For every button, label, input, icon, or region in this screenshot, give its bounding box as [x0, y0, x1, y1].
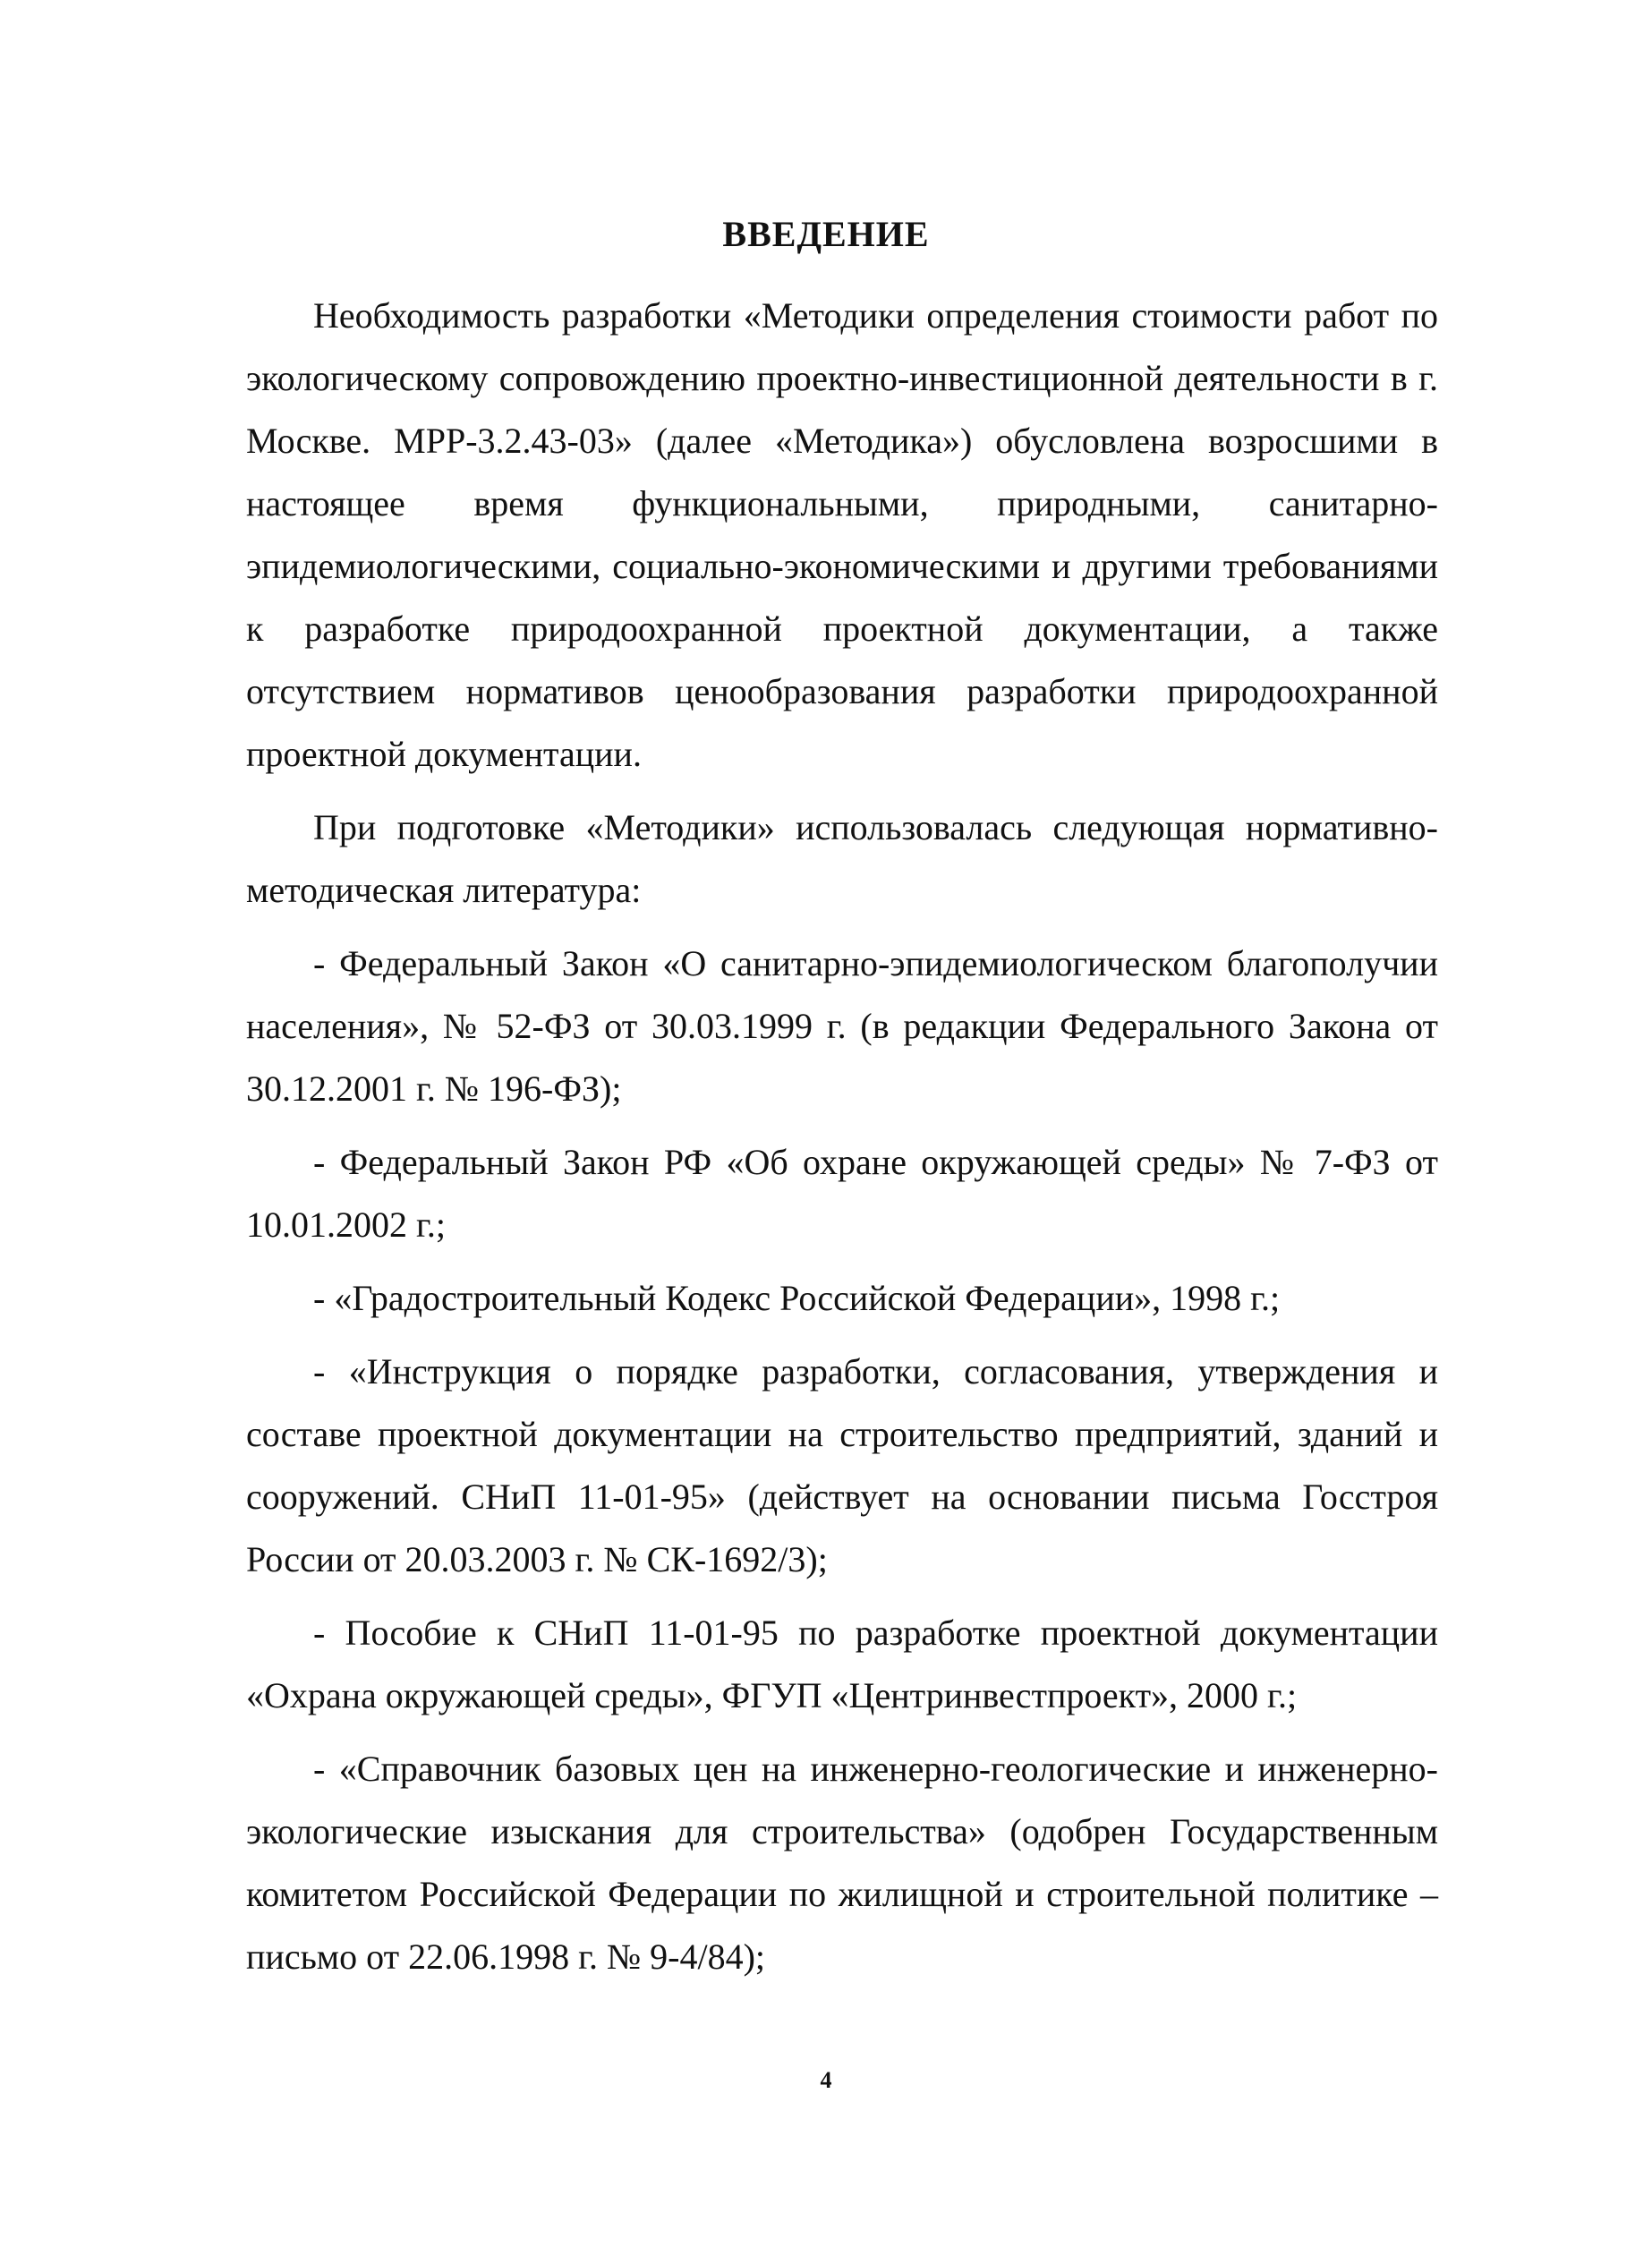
list-item: - Федеральный Закон «О санитарно-эпидемиологическом благополучии населения», № 52-ФЗ от 30.03.1999 г. (в редакции Федерального Закона от 30.12.2001 г. № 196-ФЗ);	[246, 943, 1438, 1109]
page-title: ВВЕДЕНИЕ	[722, 214, 930, 254]
paragraph-literature-intro: При подготовке «Методики» использовалась следующая нормативно-методическая литература:	[246, 807, 1438, 910]
paragraph-intro: Необходимость разработки «Методики определения стоимости работ по экологическому сопровождению проектно-инвестиционной деятельности в г. Москве. МРР-3.2.43-03» (далее «Методика») обусловлена возросшими в настоящее время функциональными, природными, санитарно-эпидемиологическими, социально-экономическими и другими требованиями к разработке природоохранной проектной документации, а также отсутствием нормативов ценообразования разработки природоохранной проектной документации.	[246, 295, 1438, 774]
document-body	[246, 285, 1438, 1988]
list-item: - «Градостроительный Кодекс Российской Федерации», 1998 г.;	[313, 1278, 1281, 1318]
page-number: 4	[820, 2067, 832, 2093]
list-item: - «Инструкция о порядке разработки, согласования, утверждения и составе проектной документации на строительство предприятий, зданий и сооружений. СНиП 11-01-95» (действует на основании письма Госстроя России от 20.03.2003 г. № СК-1692/3);	[246, 1351, 1438, 1579]
list-item: - «Справочник базовых цен на инженерно-геологические и инженерно-экологические изыскания для строительства» (одобрен Государственным комитетом Российской Федерации по жилищной и строительной политике – письмо от 22.06.1998 г. № 9-4/84);	[246, 1749, 1438, 1977]
list-item: - Федеральный Закон РФ «Об охране окружающей среды» № 7-ФЗ от 10.01.2002 г.;	[246, 1142, 1438, 1245]
list-item: - Пособие к СНиП 11-01-95 по разработке проектной документации «Охрана окружающей среды», ФГУП «Центринвестпроект», 2000 г.;	[246, 1613, 1438, 1715]
